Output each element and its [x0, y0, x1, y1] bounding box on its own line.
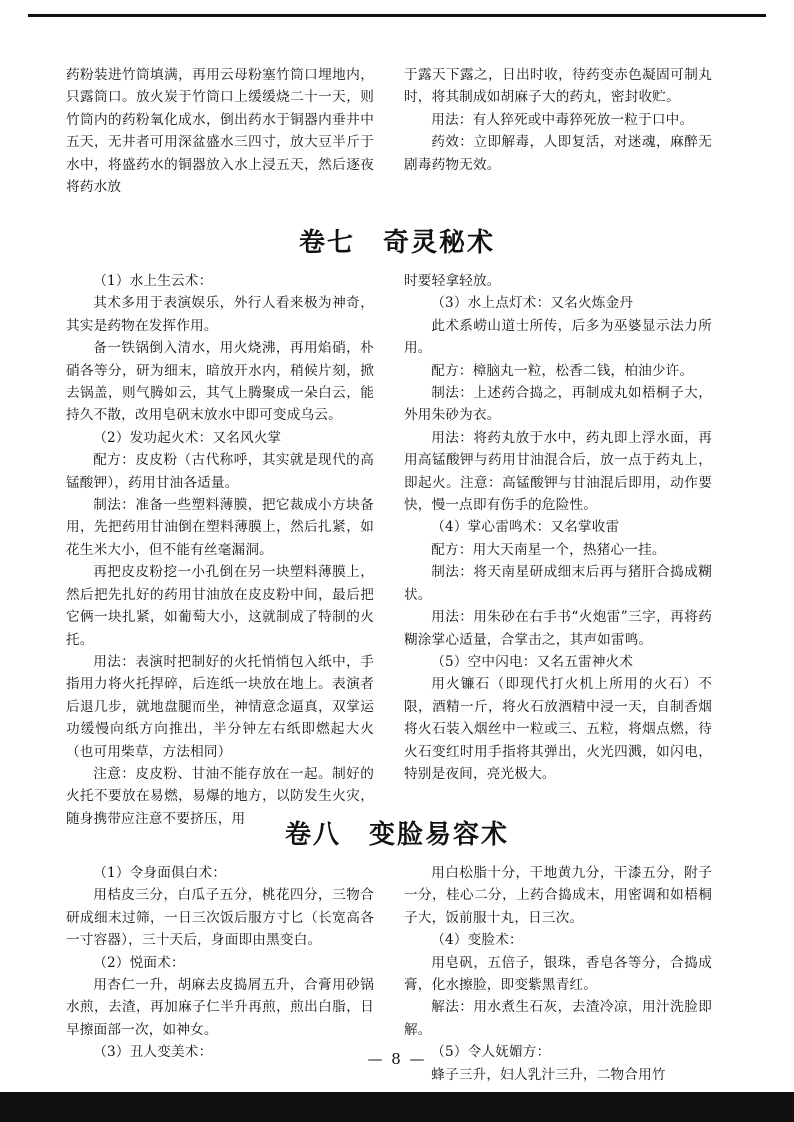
chapter-7-left-column — [66, 270, 374, 830]
paragraph: 配方：皮皮粉（古代称呼，其实就是现代的高锰酸钾），药用甘油各适量。 — [66, 452, 374, 491]
paragraph: 制法：将天南星研成细末后再与猪肝合捣成糊状。 — [404, 564, 712, 603]
chapter-7-right-column — [404, 270, 712, 830]
paragraph: （2）悦面术： — [93, 954, 185, 971]
paragraph: （5）令人妩媚方： — [431, 1044, 551, 1061]
paragraph: 用法：将药丸放于水中，药丸即上浮水面，再用高锰酸钾与药用甘油混合后，放一点于药丸上，即起火。注意：高锰酸钾与甘油混后即用，动作要快，慢一点即有伤手的危险性。 — [404, 429, 712, 514]
paragraph: （4）变脸术： — [431, 932, 523, 949]
paragraph: 蜂子三升，妇人乳汁三升，二物合用竹 — [431, 1066, 666, 1083]
paragraph: 配方：樟脑丸一粒，松香二钱，柏油少许。 — [431, 362, 694, 379]
bottom-bar — [0, 1092, 794, 1122]
top-left-column — [66, 64, 374, 198]
paragraph: 用杏仁一升，胡麻去皮捣屑五升，合膏用砂锅水煎，去渣，再加麻子仁半升再煎，煎出白脂，日早擦面部一次，如神女。 — [66, 977, 374, 1038]
paragraph: 制法：准备一些塑料薄膜，把它裁成小方块备用，先把药用甘油倒在塑料薄膜上，然后扎紧，如花生米大小，但不能有丝毫漏洞。 — [66, 497, 374, 558]
top-section — [66, 64, 712, 198]
paragraph: 用法：有人猝死或中毒猝死放一粒于口中。 — [431, 111, 694, 128]
paragraph: 其术多用于表演娱乐，外行人看来极为神奇，其实是药物在发挥作用。 — [66, 295, 374, 334]
paragraph: 药效：立即解毒，人即复活，对迷魂，麻醉无剧毒药物无效。 — [404, 134, 712, 173]
page-number: — 8 — — [367, 1050, 427, 1068]
paragraph: （3）丑人变美术： — [93, 1044, 213, 1061]
paragraph: 用火镰石（即现代打火机上所用的火石）不限，酒精一斤，将火石放酒精中浸一天，自制香烟将火石装入烟丝中一粒或三、五粒，将烟点燃，待火石变红时用手指将其弹出，火光四溅，如闪电，特别是夜间，亮光极大。 — [404, 676, 712, 782]
paragraph: （1）令身面俱白术： — [93, 865, 227, 881]
paragraph: 时要轻拿轻放。 — [404, 273, 501, 289]
paragraph: 备一铁锅倒入清水，用火烧沸，再用焰硝，朴硝各等分，研为细末，暗放开水内，稍候片刻，掀去锅盖，则气腾如云，其气上腾聚成一朵白云，能持久不散，改用皂矾末放水中即可变成乌云。 — [66, 340, 374, 424]
paragraph: 用皂矾，五倍子，银珠，香皂各等分，合捣成膏，化水擦脸，即变紫黑青红。 — [404, 954, 712, 994]
paragraph: 用白松脂十分，干地黄九分，干漆五分，附子一分，桂心二分，上药合捣成末，用密调和如梧桐子大，饭前服十丸，日三次。 — [404, 865, 712, 926]
paragraph: 药粉装进竹筒填满，再用云母粉塞竹筒口埋地内，只露筒口。放火炭于竹筒口上缓缓烧二十一天，则竹筒内的药粉氧化成水，倒出药水于铜器内垂井中五天，无井者可用深盆盛水三四寸，放大豆半斤于水中，将盛药水的铜器放入水上浸五天，然后逐夜将药水放 — [66, 67, 374, 196]
top-rule — [28, 14, 766, 17]
chapter-7-body — [66, 270, 712, 830]
paragraph: 再把皮皮粉挖一小孔倒在另一块塑料薄膜上，然后把先扎好的药用甘油放在皮皮粉中间，最后把它俩一块扎紧，如葡萄大小，这就制成了特制的火托。 — [66, 564, 374, 648]
paragraph: 制法：上述药合捣之，再制成丸如梧桐子大，外用朱砂为衣。 — [404, 385, 712, 424]
paragraph: （1）水上生云术： — [93, 273, 213, 289]
paragraph: 于露天下露之，日出时收，待药变赤色凝固可制丸时，将其制成如胡麻子大的药丸，密封收贮。 — [404, 67, 712, 106]
paragraph: 配方：用大天南星一个，热猪心一挂。 — [431, 541, 666, 558]
paragraph: 用法：表演时把制好的火托悄悄包入纸中，手指用力将火托捍碎，后连纸一块放在地上。表演者后退几步，就地盘腿而坐，神情意念逼真，双掌运功缓慢向纸方向推出，半分钟左右纸即燃起大火（也可用柴草，方法相同） — [66, 653, 374, 760]
paragraph: 此术系崂山道士所传，后多为巫婆显示法力所用。 — [404, 317, 712, 357]
paragraph: （3）水上点灯术：又名火炼金丹 — [431, 295, 634, 312]
top-right-column — [404, 64, 712, 198]
paragraph: 用法：用朱砂在右手书“火炮雷”三字，再将药糊涂掌心适量，合掌击之，其声如雷鸣。 — [404, 609, 712, 648]
paragraph: 解法：用水煮生石灰，去渣冷凉，用汁洗脸即解。 — [404, 999, 712, 1038]
paragraph: （5）空中闪电：又名五雷神火术 — [431, 653, 634, 670]
chapter-8-title: 卷八 变脸易容术 — [284, 820, 509, 850]
paragraph: （2）发功起火术：又名风火掌 — [93, 429, 282, 446]
paragraph: （4）掌心雷鸣术：又名掌收雷 — [431, 519, 620, 536]
paragraph: 用桔皮三分，白瓜子五分，桃花四分，三物合研成细末过筛，一日三次饭后服方寸匕（长宽高各一寸容器），三十天后，身面即由黑变白。 — [66, 887, 374, 949]
chapter-7-title: 卷七 奇灵秘术 — [298, 228, 495, 258]
paragraph: 注意：皮皮粉、甘油不能存放在一起。制好的火托不要放在易燃，易爆的地方，以防发生火灾，随身携带应注意不要挤压，用 — [66, 765, 374, 827]
